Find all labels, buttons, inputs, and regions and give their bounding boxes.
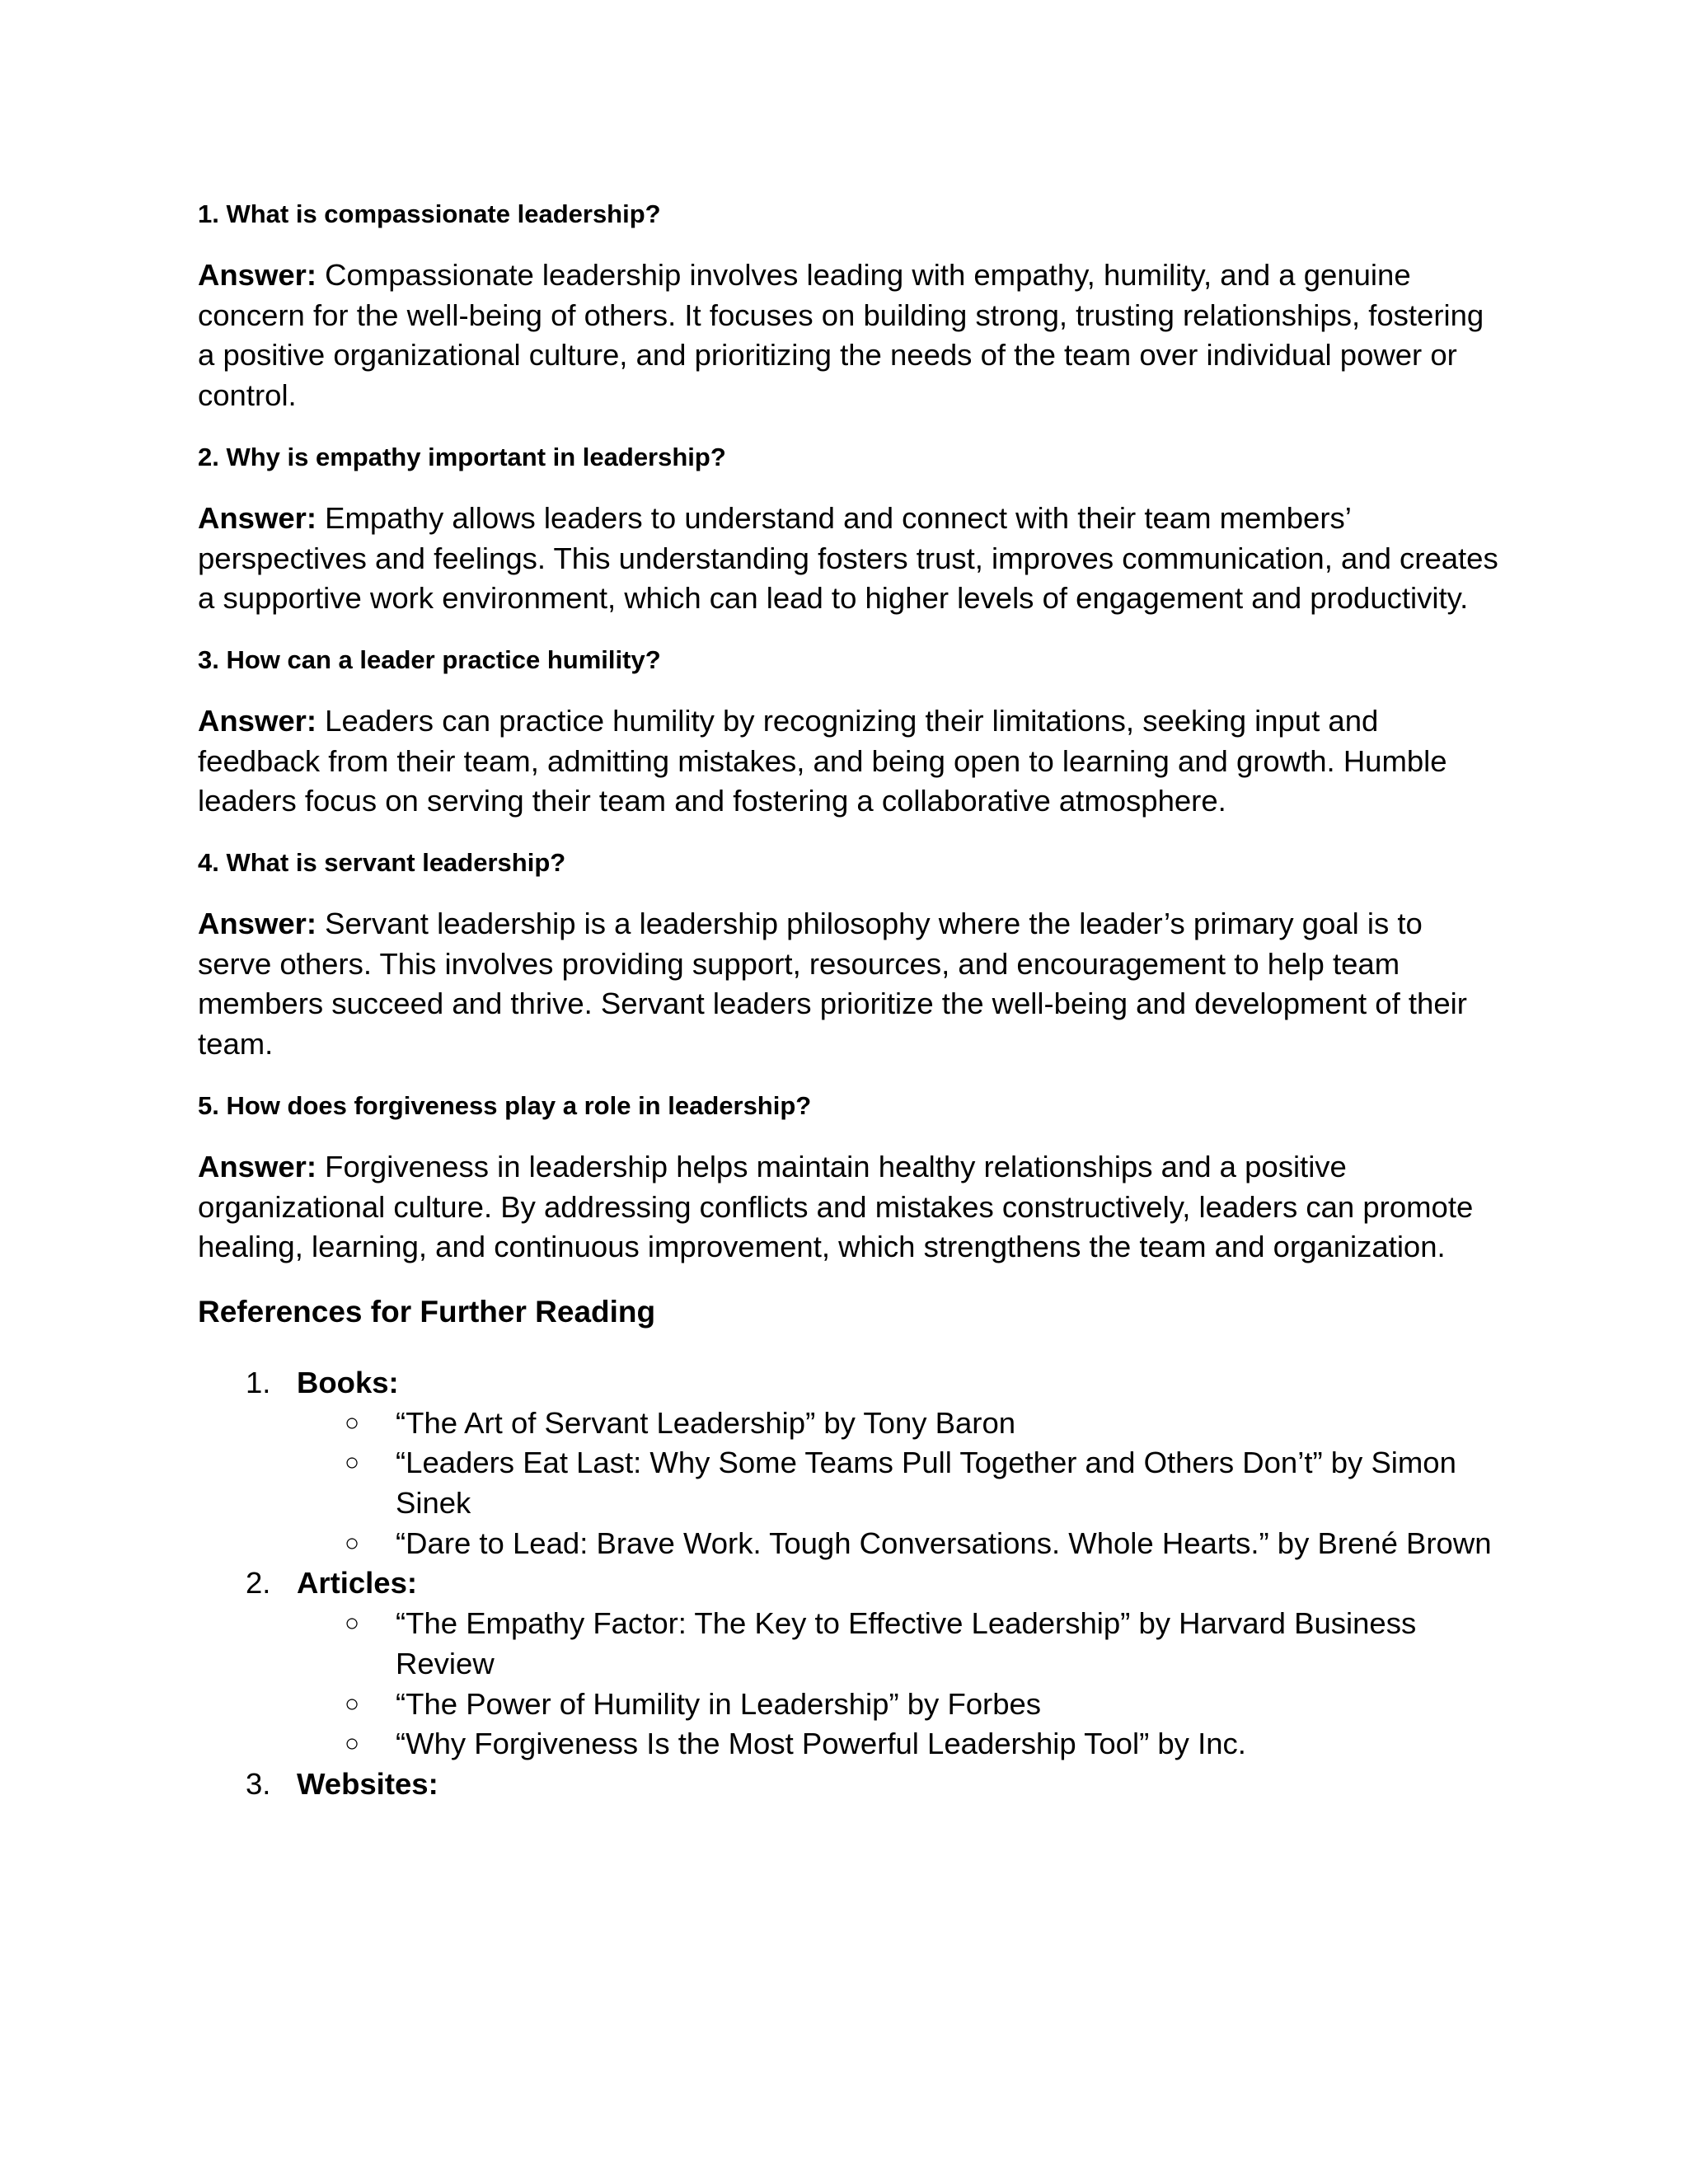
qa-item: [198, 194, 1500, 416]
reference-text: “The Empathy Factor: The Key to Effective Leadership” by Harvard Business Review: [396, 1606, 1417, 1680]
qa-item: [198, 438, 1500, 619]
answer-text: Leaders can practice humility by recognizing their limitations, seeking input and feedback from their team, admitting mistakes, and being open to learning and growth. Humble leaders focus on serving their team and fostering a collaborative atmosphere.: [198, 703, 1447, 818]
list-item: [297, 1443, 1500, 1523]
reference-text: “The Art of Servant Leadership” by Tony Baron: [396, 1405, 1016, 1440]
answer-label: Answer:: [198, 500, 317, 535]
circle-bullet-icon: ○: [345, 1690, 360, 1718]
answer-text: Compassionate leadership involves leading with empathy, humility, and a genuine concern for the well-being of others. It focuses on building strong, trusting relationships, fostering a positive organizational culture, and prioritizing the needs of the team over individual power or control.: [198, 258, 1484, 413]
qa-item: [198, 1086, 1500, 1268]
qa-item: [198, 843, 1500, 1065]
references-section-books: [198, 1363, 1500, 1564]
question-heading: 5. How does forgiveness play a role in leadership?: [198, 1090, 812, 1120]
list-number: 2.: [246, 1566, 271, 1601]
question-heading: 1. What is compassionate leadership?: [198, 199, 661, 228]
sub-list: [297, 1604, 1500, 1765]
answer-label: Answer:: [198, 258, 317, 292]
reference-text: “The Power of Humility in Leadership” by Forbes: [396, 1686, 1042, 1721]
answer-label: Answer:: [198, 1149, 317, 1183]
circle-bullet-icon: ○: [345, 1610, 360, 1638]
list-item: [297, 1524, 1500, 1564]
section-label: Websites:: [297, 1766, 438, 1801]
list-item: [297, 1404, 1500, 1444]
answer-paragraph: [198, 701, 1500, 822]
answer-text: Servant leadership is a leadership philosophy where the leader’s primary goal is to serve others. This involves providing support, resources, and encouragement to help team members succeed and thrive. Servant leaders prioritize the well-being and development of their team.: [198, 907, 1467, 1062]
reference-text: “Leaders Eat Last: Why Some Teams Pull Together and Others Don’t” by Simon Sinek: [396, 1446, 1456, 1521]
circle-bullet-icon: ○: [345, 1449, 360, 1477]
section-label: Articles:: [297, 1566, 418, 1601]
references-section-articles: [198, 1563, 1500, 1765]
question-heading: 2. Why is empathy important in leadership?: [198, 442, 726, 471]
circle-bullet-icon: ○: [345, 1529, 360, 1557]
list-number: 1.: [246, 1365, 271, 1399]
answer-label: Answer:: [198, 907, 317, 941]
answer-text: Empathy allows leaders to understand and connect with their team members’ perspectives and feelings. This understanding fosters trust, improves communication, and creates a supportive work environment, which can lead to higher levels of engagement and productivity.: [198, 500, 1498, 616]
section-label: Books:: [297, 1365, 399, 1399]
answer-text: Forgiveness in leadership helps maintain healthy relationships and a positive organizational culture. By addressing conflicts and mistakes constructively, leaders can promote healing, learning, and continuous improvement, which strengthens the team and organization.: [198, 1149, 1474, 1264]
references-list: [198, 1363, 1500, 1805]
answer-paragraph: [198, 499, 1500, 619]
answer-label: Answer:: [198, 703, 317, 738]
answer-paragraph: [198, 904, 1500, 1065]
question-heading: 4. What is servant leadership?: [198, 848, 566, 878]
list-number: 3.: [246, 1766, 271, 1801]
reference-text: “Dare to Lead: Brave Work. Tough Conversations. Whole Hearts.” by Brené Brown: [396, 1526, 1492, 1560]
circle-bullet-icon: ○: [345, 1730, 360, 1758]
list-item: [297, 1604, 1500, 1684]
answer-paragraph: [198, 255, 1500, 416]
document-content: [198, 194, 1500, 1805]
list-item: [297, 1685, 1500, 1725]
sub-list: [297, 1404, 1500, 1564]
answer-paragraph: [198, 1147, 1500, 1268]
list-item: [297, 1724, 1500, 1765]
reference-text: “Why Forgiveness Is the Most Powerful Leadership Tool” by Inc.: [396, 1727, 1246, 1761]
circle-bullet-icon: ○: [345, 1408, 360, 1436]
references-heading: References for Further Reading: [198, 1294, 656, 1329]
qa-item: [198, 640, 1500, 822]
references-section-websites: [198, 1765, 1500, 1805]
question-heading: 3. How can a leader practice humility?: [198, 644, 661, 674]
